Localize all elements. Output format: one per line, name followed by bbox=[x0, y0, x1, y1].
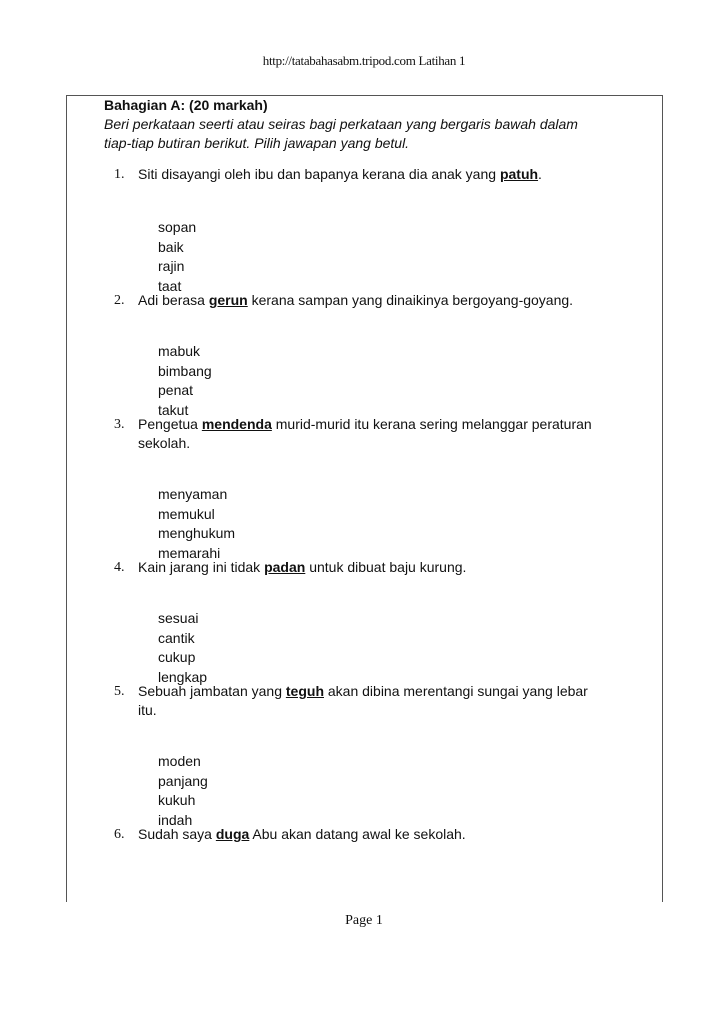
option[interactable]: panjang bbox=[158, 772, 208, 789]
option[interactable]: baik bbox=[158, 238, 184, 255]
option[interactable]: takut bbox=[158, 401, 189, 418]
question-1 bbox=[104, 165, 644, 184]
option[interactable]: taat bbox=[158, 277, 182, 294]
option[interactable]: cukup bbox=[158, 649, 196, 665]
options-2 bbox=[104, 342, 644, 420]
question-text-end: akan dibina merentangi sungai yang lebar bbox=[324, 683, 588, 699]
question-text: Adi berasa bbox=[138, 292, 209, 308]
options-5 bbox=[104, 752, 644, 830]
question-text: Sudah saya bbox=[138, 826, 216, 842]
question-2 bbox=[104, 291, 644, 310]
option[interactable]: indah bbox=[158, 811, 193, 828]
question-text: Siti disayangi oleh ibu dan bapanya kerana dia anak yang bbox=[138, 166, 500, 182]
question-4 bbox=[104, 558, 644, 577]
section-title: Bahagian A: (20 markah) bbox=[104, 97, 268, 113]
option[interactable]: memarahi bbox=[158, 544, 221, 561]
underlined-keyword: padan bbox=[264, 559, 306, 575]
underlined-keyword: mendenda bbox=[201, 416, 272, 432]
options-3 bbox=[104, 485, 644, 563]
option[interactable]: sopan bbox=[158, 219, 197, 235]
options-1 bbox=[104, 218, 644, 296]
question-text: Pengetua bbox=[138, 416, 202, 432]
underlined-keyword: patuh bbox=[499, 166, 539, 182]
question-text-end: Abu akan datang awal ke sekolah. bbox=[249, 826, 466, 842]
option[interactable]: rajin bbox=[158, 258, 185, 274]
question-number: 1. bbox=[114, 167, 125, 182]
option[interactable]: penat bbox=[158, 382, 194, 398]
exercise-content bbox=[104, 96, 644, 844]
question-text-continued: sekolah. bbox=[138, 435, 191, 451]
option[interactable]: menghukum bbox=[158, 525, 236, 541]
question-text: Kain jarang ini tidak bbox=[138, 559, 265, 575]
question-3 bbox=[104, 415, 644, 453]
instruction-line-2: tiap-tiap butiran berikut. Pilih jawapan yang betul. bbox=[104, 135, 410, 151]
underlined-keyword: gerun bbox=[208, 292, 248, 308]
option[interactable]: kukuh bbox=[158, 792, 196, 808]
question-text-continued: itu. bbox=[138, 702, 157, 718]
option[interactable]: memukul bbox=[158, 505, 215, 522]
question-text-end: murid-murid itu kerana sering melanggar peraturan bbox=[271, 416, 592, 432]
option[interactable]: moden bbox=[158, 753, 201, 769]
question-number: 4. bbox=[114, 560, 125, 575]
question-number: 6. bbox=[114, 827, 125, 842]
question-6 bbox=[104, 825, 644, 844]
option[interactable]: menyaman bbox=[158, 486, 228, 502]
question-5 bbox=[104, 682, 644, 720]
question-number: 2. bbox=[114, 293, 125, 308]
option[interactable]: cantik bbox=[158, 629, 195, 646]
page-footer: Page 1 bbox=[345, 913, 383, 928]
question-text-end: . bbox=[538, 166, 542, 182]
option[interactable]: mabuk bbox=[158, 343, 201, 359]
instruction-line-1: Beri perkataan seerti atau seiras bagi perkataan yang bergaris bawah dalam bbox=[104, 116, 578, 132]
question-text-end: untuk dibuat baju kurung. bbox=[305, 559, 467, 575]
question-number: 5. bbox=[114, 684, 125, 699]
underlined-keyword: duga bbox=[215, 826, 250, 842]
question-text-end: kerana sampan yang dinaikinya bergoyang-goyang. bbox=[247, 292, 574, 308]
question-text: Sebuah jambatan yang bbox=[138, 683, 286, 699]
question-number: 3. bbox=[114, 417, 125, 432]
option[interactable]: sesuai bbox=[158, 610, 199, 626]
underlined-keyword: teguh bbox=[285, 683, 324, 699]
page-header: http://tatabahasabm.tripod.com Latihan 1 bbox=[262, 53, 466, 68]
option[interactable]: bimbang bbox=[158, 362, 212, 379]
options-4 bbox=[104, 609, 644, 687]
option[interactable]: lengkap bbox=[158, 668, 208, 685]
